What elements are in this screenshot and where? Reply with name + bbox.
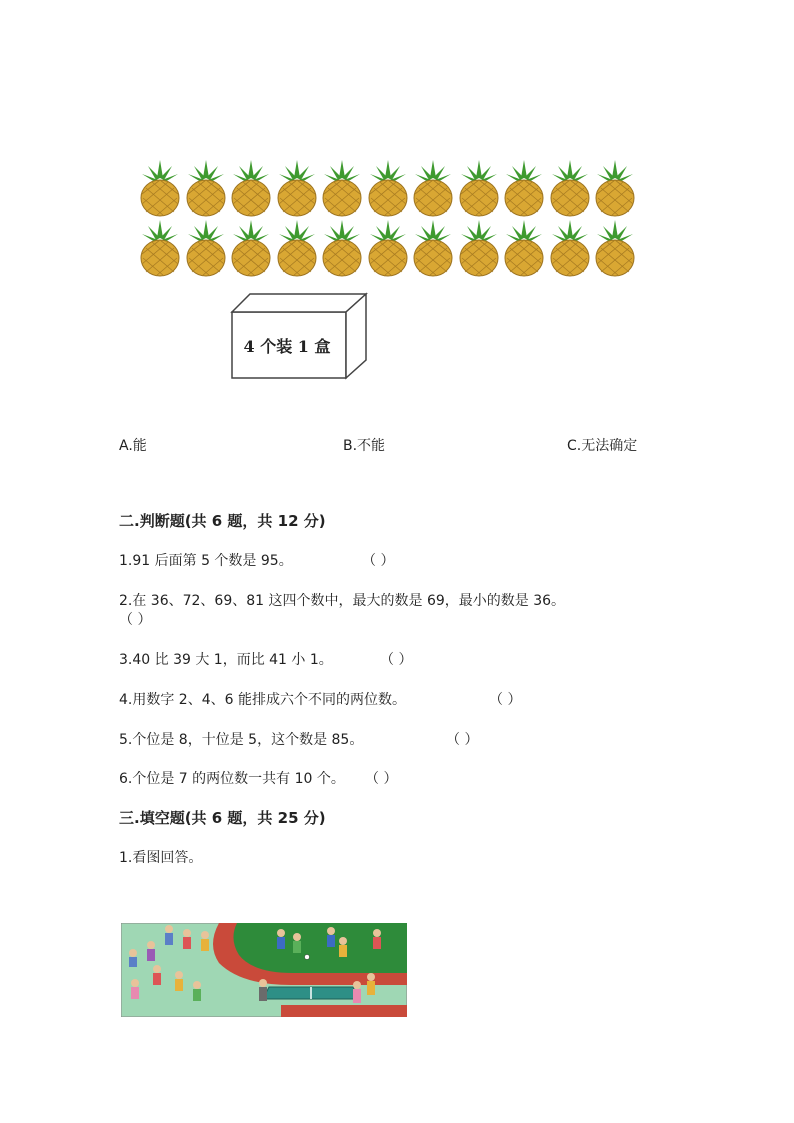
- option-b: B.不能: [343, 438, 386, 454]
- question-2-5: 5.个位是 8，十位是 5，这个数是 85。: [119, 732, 364, 748]
- pineapple-icon: [138, 158, 182, 218]
- pineapple-icon: [366, 218, 410, 278]
- pineapple-icon: [320, 158, 364, 218]
- pineapple-icon: [275, 218, 319, 278]
- pineapple-icon: [184, 158, 228, 218]
- pineapple-icon: [457, 158, 501, 218]
- pineapple-icon: [184, 218, 228, 278]
- box-label: 4 个装 1 盒: [243, 337, 331, 356]
- question-2-3: 3.40 比 39 大 1，而比 41 小 1。: [119, 652, 333, 668]
- answer-blank: （ ）: [380, 652, 413, 668]
- question-2-4: 4.用数字 2、4、6 能排成六个不同的两位数。: [119, 692, 406, 708]
- pineapple-icon: [138, 218, 182, 278]
- pineapple-icon: [275, 158, 319, 218]
- pineapple-icon: [411, 158, 455, 218]
- playground-illustration: [121, 923, 407, 1017]
- pineapple-icon: [593, 158, 637, 218]
- option-a: A.能: [119, 438, 147, 454]
- pineapple-icon: [548, 218, 592, 278]
- question-2-1: 1.91 后面第 5 个数是 95。: [119, 553, 293, 569]
- pineapple-icon: [457, 218, 501, 278]
- question-2-6: 6.个位是 7 的两位数一共有 10 个。: [119, 771, 345, 787]
- pineapple-icon: [320, 218, 364, 278]
- pineapple-icon: [548, 158, 592, 218]
- option-c: C.无法确定: [567, 438, 638, 454]
- pineapple-icon: [366, 158, 410, 218]
- box-illustration: [228, 290, 373, 389]
- answer-blank: （ ）: [362, 553, 395, 569]
- pineapple-icon: [229, 158, 273, 218]
- answer-blank: （ ）: [365, 771, 398, 787]
- answer-blank: （ ）: [119, 612, 152, 628]
- answer-blank: （ ）: [489, 692, 522, 708]
- question-3-1: 1.看图回答。: [119, 850, 203, 866]
- section3-title: 三.填空题(共 6 题，共 25 分): [119, 809, 326, 827]
- pineapple-icon: [593, 218, 637, 278]
- pineapple-icon: [502, 218, 546, 278]
- pineapple-icon: [502, 158, 546, 218]
- pineapple-icon: [411, 218, 455, 278]
- question-2-2: 2.在 36、72、69、81 这四个数中，最大的数是 69，最小的数是 36。: [119, 593, 566, 609]
- answer-blank: （ ）: [446, 732, 479, 748]
- pineapple-icon: [229, 218, 273, 278]
- section2-title: 二.判断题(共 6 题，共 12 分): [119, 512, 326, 530]
